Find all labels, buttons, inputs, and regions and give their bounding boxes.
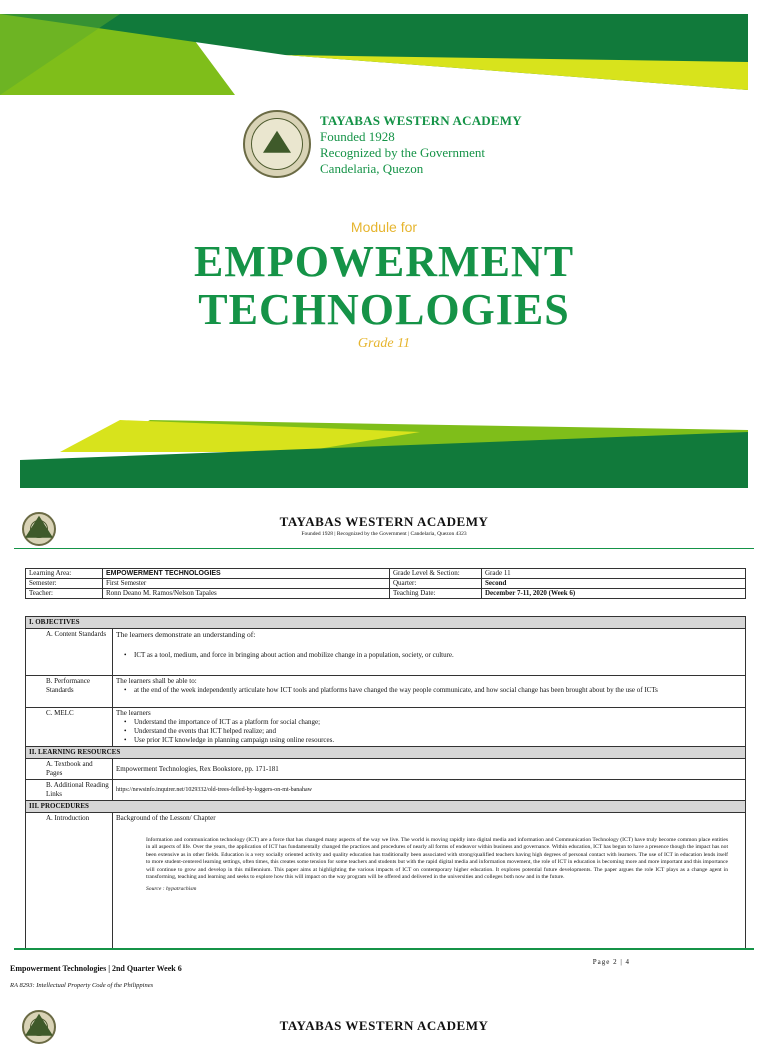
introduction-paragraph: Information and communication technology (ICT) are a force that has changed many aspects of the way we live. The world is moving rapidly into digital media and information and Communication Technology (ICT) have truly become common place entities in all aspects of life. Over the years, the application of ICT has fundamentally changed the practices and procedures of nearly all forms of endeavor within business and governance. Within education, ICT has begun to have a presence though the impact has not been extensive as in other fields. Education is a very socially oriented activity and quality education has traditionally been associated with strong/qualified teachers having high degrees of personal contact with learners. The use of ICT in education lends itself to more student-centered learning settings, often times, this creates some tension for some teachers and students but with the rapid digital media and information movement, the role of ICT in education is becoming more and more important and this importance will continue to grow and develop in this millennium. This paper aims at highlighting the various impacts of ICT on contemporary higher education. It explores potential future developments. The paper argues the role ICT plays as a change agent in transforming, teaching and learning and seeks to explore how this will impact on the way program will be offered and delivered in the universities and colleges both now and in the future. bbox=[146, 837, 728, 881]
performance-standards-label-text: B. Performance Standards bbox=[46, 677, 90, 694]
links-value[interactable]: https://newsinfo.inquirer.net/1029332/old-trees-felled-by-loggers-on-mt-banahaw bbox=[113, 780, 746, 801]
table-row bbox=[26, 813, 746, 949]
content-standards-label bbox=[26, 629, 113, 676]
module-for-label: Module for bbox=[350, 219, 418, 235]
cover-school-name: TAYABAS WESTERN ACADEMY bbox=[320, 113, 522, 128]
table-row bbox=[26, 747, 746, 759]
footer-page-number: Page 2 | 4 bbox=[592, 958, 630, 966]
quarter-label: Quarter: bbox=[390, 579, 482, 589]
cover-founded: Founded 1928 bbox=[320, 129, 395, 144]
table-row bbox=[26, 780, 746, 801]
table-row bbox=[26, 579, 746, 589]
content-intro: The learners demonstrate an understanding of: bbox=[116, 630, 256, 639]
cover-page bbox=[0, 0, 768, 490]
teacher-label: Teacher: bbox=[26, 589, 103, 599]
introduction-source: Source : hypatrachism bbox=[146, 886, 197, 893]
table-row bbox=[26, 589, 746, 599]
introduction-label-text: A. Introduction bbox=[46, 814, 90, 822]
title-line-2: TECHNOLOGIES bbox=[198, 285, 570, 334]
grade-value: Grade 11 bbox=[482, 569, 746, 579]
textbook-label bbox=[26, 759, 113, 780]
introduction-heading: Background of the Lesson/ Chapter bbox=[116, 814, 216, 822]
cover-grade: Grade 11 bbox=[357, 336, 411, 351]
lesson-table bbox=[25, 616, 746, 949]
melc-bullet bbox=[116, 718, 742, 727]
date-label: Teaching Date: bbox=[390, 589, 482, 599]
links-label-text: B. Additional Reading Links bbox=[46, 781, 109, 798]
quarter-value: Second bbox=[482, 579, 746, 589]
cover-location: Candelaria, Quezon bbox=[320, 161, 424, 176]
performance-standards-label bbox=[26, 676, 113, 708]
content-bullet-text: ICT as a tool, medium, and force in bringing about action and mobilize change in a population, society, or culture. bbox=[134, 651, 454, 659]
performance-intro: The learners shall be able to: bbox=[116, 677, 197, 685]
table-row bbox=[26, 629, 746, 676]
grade-label: Grade Level & Section: bbox=[390, 569, 482, 579]
school-seal-icon bbox=[243, 110, 311, 178]
content-standards-cell bbox=[113, 629, 746, 676]
introduction-cell bbox=[113, 813, 746, 949]
resources-header: II. LEARNING RESOURCES bbox=[26, 747, 746, 759]
performance-bullet bbox=[116, 686, 742, 695]
melc-intro: The learners bbox=[116, 709, 151, 717]
melc-bullet bbox=[116, 736, 742, 745]
learning-area-label: Learning Area: bbox=[26, 569, 103, 579]
textbook-value: Empowerment Technologies, Rex Bookstore, pp. 171-181 bbox=[113, 759, 746, 780]
melc-bullet-text: Understand the importance of ICT as a platform for social change; bbox=[134, 718, 321, 726]
info-table bbox=[25, 568, 746, 599]
lesson-page bbox=[0, 490, 768, 1024]
footer-divider bbox=[14, 948, 754, 950]
learning-area-value: EMPOWERMENT TECHNOLOGIES bbox=[103, 569, 390, 579]
table-row bbox=[26, 617, 746, 629]
table-row bbox=[26, 708, 746, 747]
content-standards-label-text: A. Content Standards bbox=[46, 630, 107, 638]
cover-school-info bbox=[320, 113, 522, 177]
performance-bullet-text: at the end of the week independently articulate how ICT tools and platforms have changed the way people communicate, and how social change has been brought about by the use of ICTs bbox=[134, 686, 658, 694]
teacher-value: Ronn Deano M. Ramos/Nelson Tapales bbox=[103, 589, 390, 599]
melc-label bbox=[26, 708, 113, 747]
semester-label: Semester: bbox=[26, 579, 103, 589]
melc-bullet bbox=[116, 727, 742, 736]
title-line-1: EMPOWERMENT bbox=[193, 237, 575, 286]
cover-recognized: Recognized by the Government bbox=[320, 145, 485, 160]
introduction-label bbox=[26, 813, 113, 949]
table-row bbox=[26, 569, 746, 579]
links-label bbox=[26, 780, 113, 801]
footer-ra: RA 8293: Intellectual Property Code of the Philippines bbox=[10, 982, 154, 989]
melc-bullet-text: Understand the events that ICT helped realize; and bbox=[134, 727, 276, 735]
footer-left: Empowerment Technologies | 2nd Quarter Week 6 bbox=[10, 964, 182, 973]
textbook-label-text: A. Textbook and Pages bbox=[46, 760, 93, 777]
table-row bbox=[26, 801, 746, 813]
date-value: December 7-11, 2020 (Week 6) bbox=[482, 589, 746, 599]
page-subheader: Founded 1928 | Recognized by the Government | Candelaria, Quezon 4323 bbox=[301, 531, 467, 537]
content-bullet bbox=[116, 651, 742, 660]
melc-label-text: C. MELC bbox=[46, 709, 74, 717]
table-row bbox=[26, 676, 746, 708]
performance-standards-cell bbox=[113, 676, 746, 708]
objectives-header: I. OBJECTIVES bbox=[26, 617, 746, 629]
melc-bullet-text: Use prior ICT knowledge in planning campaign using online resources. bbox=[134, 736, 335, 744]
melc-cell bbox=[113, 708, 746, 747]
page-school-name: TAYABAS WESTERN ACADEMY bbox=[279, 514, 489, 529]
header-divider bbox=[14, 548, 754, 549]
table-row bbox=[26, 759, 746, 780]
procedures-header: III. PROCEDURES bbox=[26, 801, 746, 813]
semester-value: First Semester bbox=[103, 579, 390, 589]
next-page-school-name: TAYABAS WESTERN ACADEMY bbox=[279, 1018, 489, 1033]
